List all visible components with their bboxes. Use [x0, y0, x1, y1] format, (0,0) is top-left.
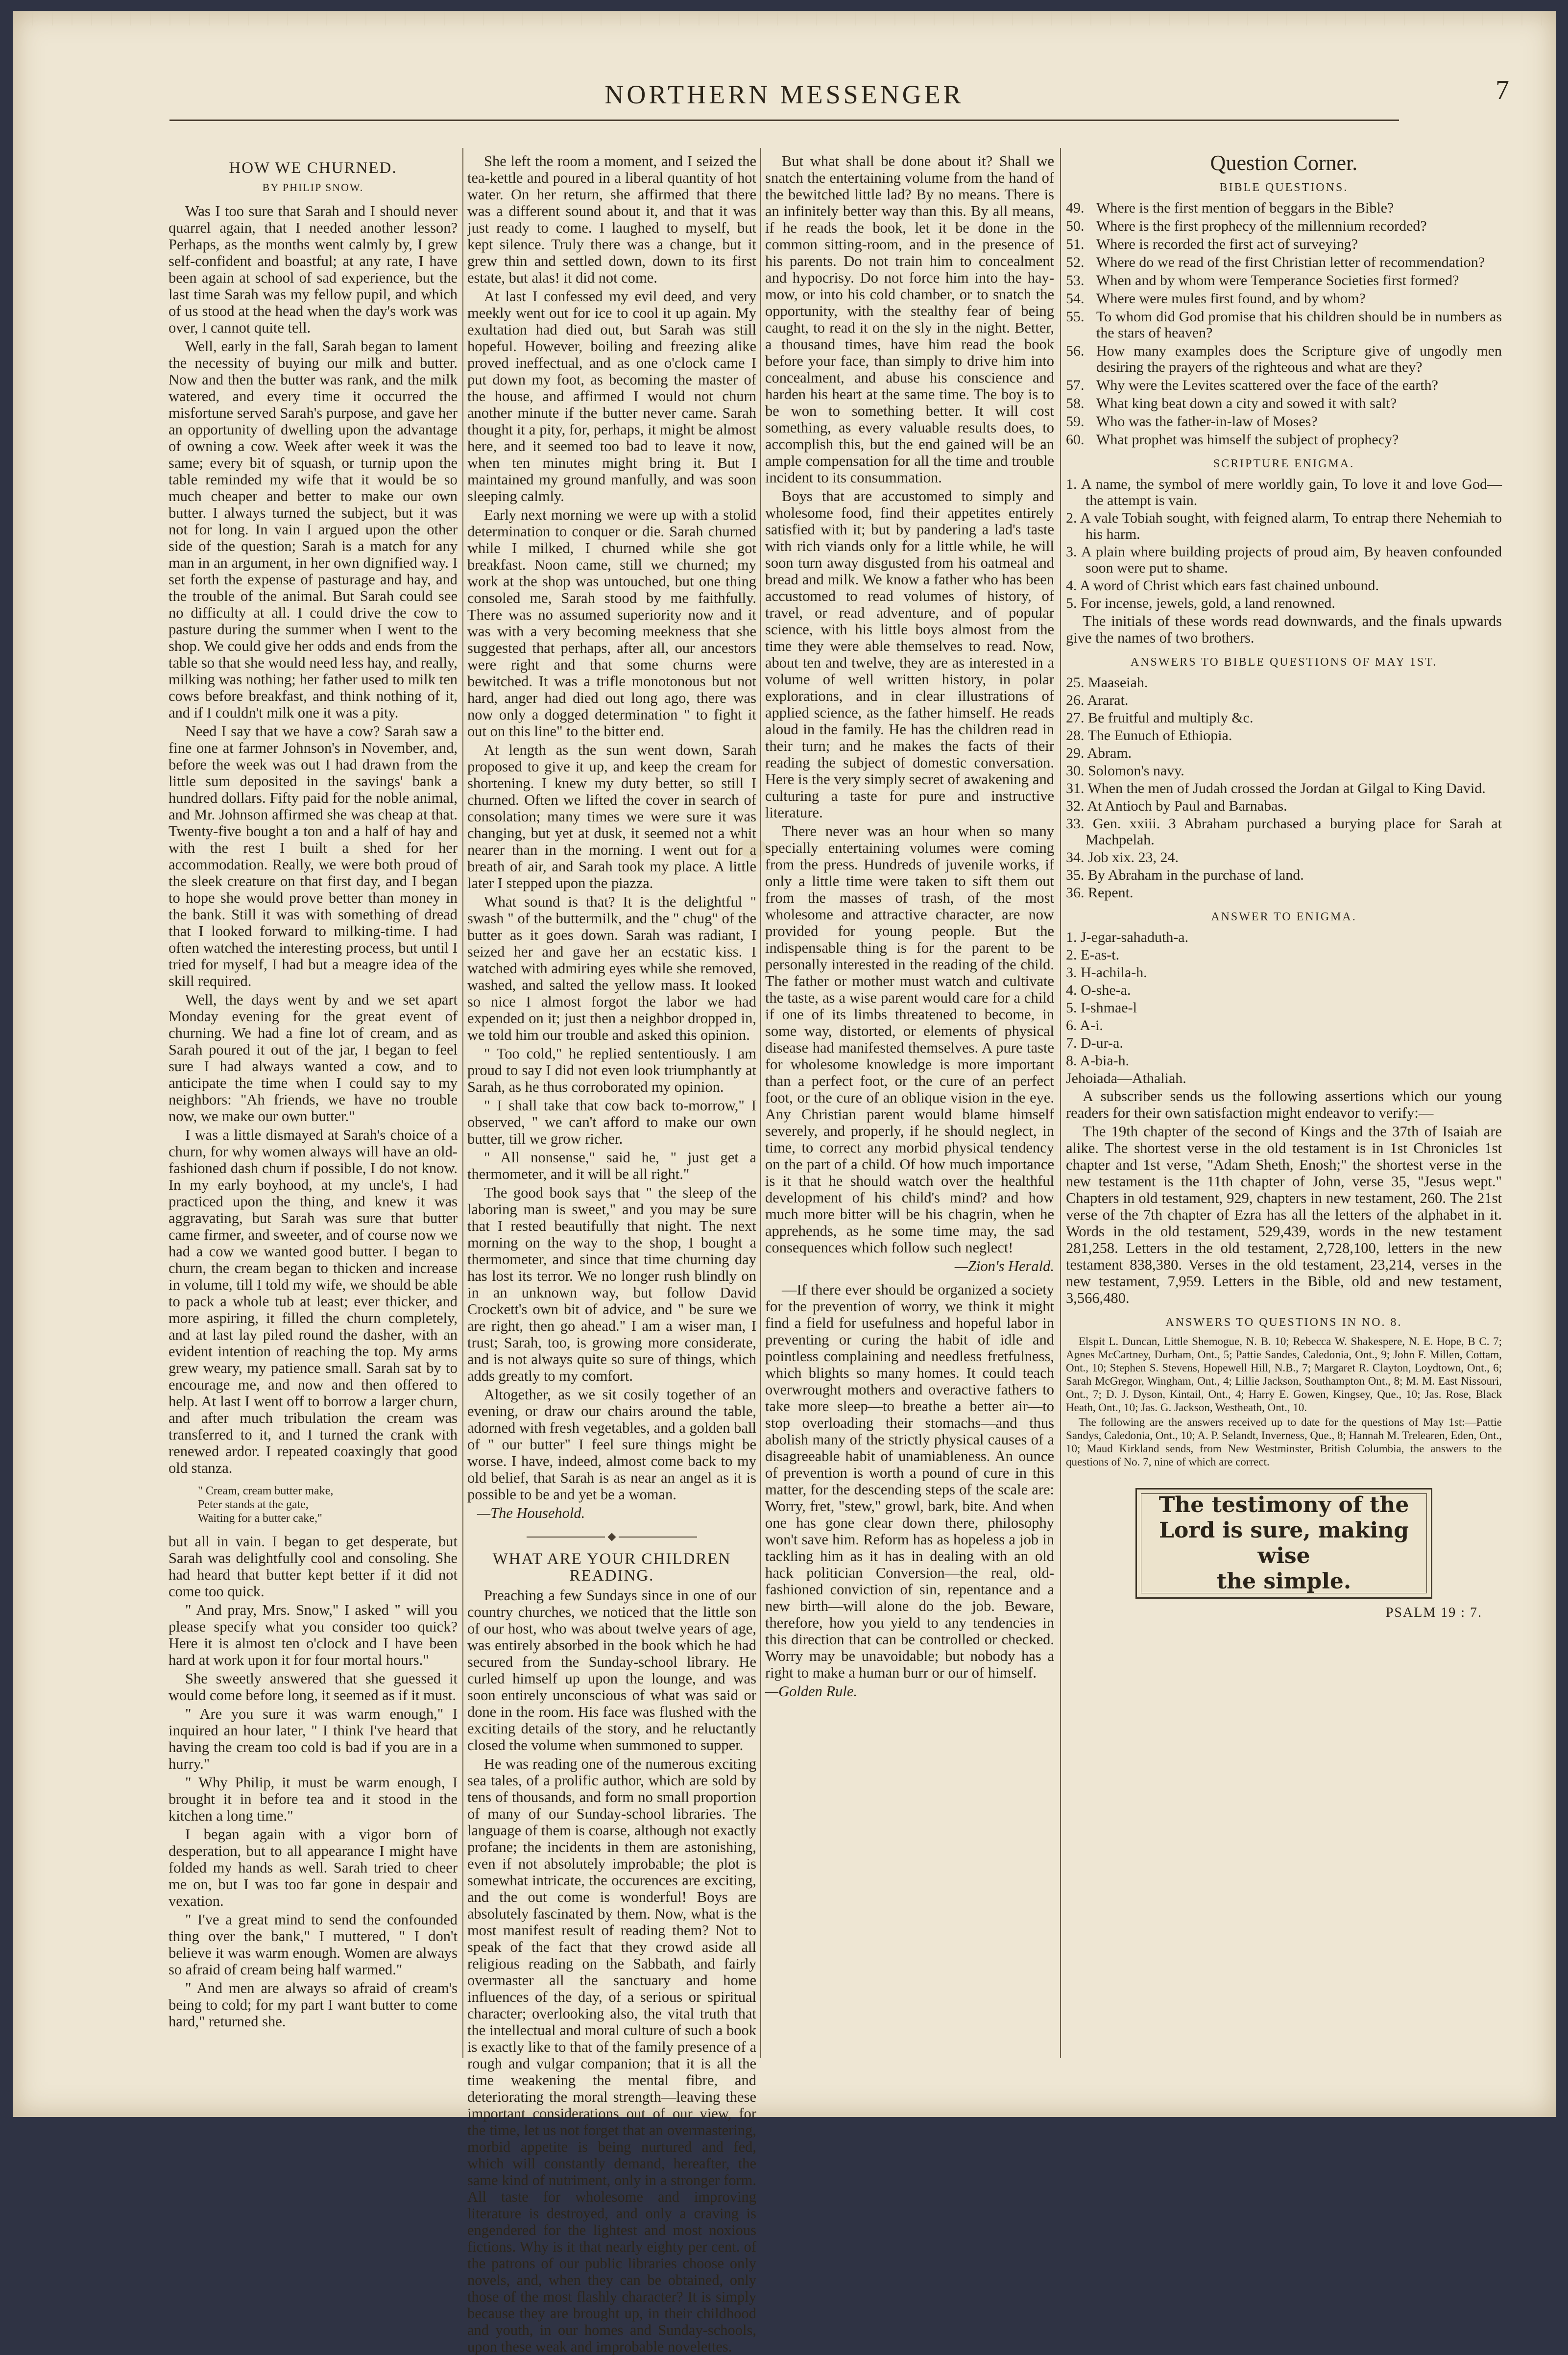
- bible-question: 52. Where do we read of the first Christian letter of recommendation?: [1066, 254, 1485, 270]
- section-heading: ANSWERS TO BIBLE QUESTIONS OF MAY 1ST.: [1130, 656, 1438, 669]
- poem-line: " Cream, cream butter make,: [198, 1485, 334, 1497]
- paragraph: There never was an hour when so many specially entertaining volumes were coming from the press. Hundreds of juvenile works, if only a little time were taken to sift them out from the masses of trash, of the most wholesome and attractive character, are now provided for young people. But the indispensable thing is for the parent to be personally interested in the reading of the child. The father or mother must watch and cultivate the taste, as a wise parent would care for a child if one of its limbs threatened to become, in some way, distorted, or elements of physical disease had manifested themselves. A pure taste for wholesome knowledge is more important than a perfect foot, or the cure of an perfect foot, or the cure of an oblique vision in the eye. Any Christian parent would blame himself severely, and properly, if he should neglect, in time, to correct any morbid physical tendency on the part of a child. Of how much importance is it that he should watch over the healthful development of his child's mind? and how much more bitter will be his chagrin, when he apprehends, as he some time may, the sad consequences which follow such neglect!: [765, 823, 1054, 1256]
- question-corner-column: [1066, 153, 1502, 2058]
- section-heading: ANSWER TO ENIGMA.: [1211, 911, 1357, 923]
- enigma-answer: 3. H-achila-h.: [1066, 964, 1147, 981]
- bible-question: 53. When and by whom were Temperance Societies first formed?: [1066, 272, 1459, 288]
- paragraph: I was a little dismayed at Sarah's choice of a churn, for why women always will have an old-fashioned dash churn if possible, I do not know. In my early boyhood, at my uncle's, I had practiced upon the thing, and knew it was aggravating, but Sarah was sure that butter came firmer, and sweeter, and of course now we had a cow we wanted good butter. I began to churn, the cream began to thicken and increase in volume, till I told my wife, we should be able to pack a whole tub at least; ever thicker, and more aspiring, it filled the churn completely, and at last lay piled round the dasher, with an evident intention of reaching the top. My arms grew weary, my patience small. Sarah sat by to encourage me, and now and then offered to help. At last I went off to borrow a larger churn, and after much tribulation the cream was transferred to it, and I turned the crank with renewed ardor. I repeated coaxingly that good old stanza.: [169, 1127, 458, 1476]
- article-title: HOW WE CHURNED.: [229, 159, 397, 177]
- bible-question: 58. What king beat down a city and sowed it with salt?: [1066, 395, 1397, 411]
- enigma-answer: 2. E-as-t.: [1066, 947, 1120, 963]
- masthead-rule: [169, 120, 1399, 121]
- paragraph: Need I say that we have a cow? Sarah saw a fine one at farmer Johnson's in November, and, before the week was out I had drawn from the little sum deposited in the savings' bank a hundred dollars. Fifty paid for the noble animal, and Mr. Johnson affirmed she was cheap at that. Twenty-five bought a ton and a half of hay and with the rest I built a shed for her accommodation. Really, we were both proud of the sleek creature on that first day, and I began to hope she would prove better than money in the bank. Still it was with something of dread that I looked forward to milking-time. I had often watched the interesting process, but until I tried for myself, I had but a meagre idea of the skill required.: [169, 723, 458, 989]
- section-heading: SCRIPTURE ENIGMA.: [1213, 457, 1355, 470]
- question-corner-title: Question Corner.: [1210, 151, 1358, 175]
- paragraph: Well, early in the fall, Sarah began to lament the necessity of buying our milk and butter. Now and then the butter was rank, and the milk watered, and every time it occurred the misfortune served Sarah's purpose, and gave her an opportunity of dwelling upon the advantage of owning a cow. Week after week it was the same; every bit of squash, or turnip upon the table reminded my wife that it would be so much cheaper and better to make our own butter. I always turned the subject, but it was not for long. In vain I argued upon the other side of the question; Sarah is a match for any man in an argument, in her own dignified way. I set forth the expense of pasturage and hay, and the trouble of the animal. But Sarah could see no difficulty at all. I could drive the cow to pasture during the summer when I went to the shop. We could give her odds and ends from the table so that she would need less hay, and really, milking was nothing; her father used to milk ten cows before breakfast, and think nothing of it, and if I couldn't milk one it was a pity.: [169, 338, 458, 721]
- paragraph: " And pray, Mrs. Snow," I asked " will you please specify what you consider too quick? Here it is almost ten o'clock and I have been hard at work upon it for four mortal hours.": [169, 1602, 458, 1668]
- subscriber-intro: A subscriber sends us the following assertions which our young readers for their own satisfaction might endeavor to verify:—: [1066, 1088, 1502, 1121]
- enigma-line: 5. For incense, jewels, gold, a land renowned.: [1066, 595, 1335, 611]
- enigma-line: 4. A word of Christ which ears fast chained unbound.: [1066, 577, 1379, 594]
- paragraph: " All nonsense," said he, " just get a thermometer, and it will be all right.": [467, 1149, 756, 1182]
- enigma-answer: Jehoiada—Athaliah.: [1066, 1070, 1186, 1086]
- poem-line: Peter stands at the gate,: [198, 1498, 309, 1511]
- bible-question: 55. To whom did God promise that his children should be in numbers as the stars of heaven?: [1066, 309, 1502, 341]
- masthead: [13, 65, 1556, 123]
- answer-item: 25. Maaseiah.: [1066, 674, 1148, 691]
- enigma-answer: 6. A-i.: [1066, 1017, 1103, 1033]
- column-rule: [760, 148, 761, 2058]
- enigma-answer: 4. O-she-a.: [1066, 982, 1131, 998]
- section-separator: [467, 1527, 756, 1544]
- answer-item: 31. When the men of Judah crossed the Jordan at Gilgal to King David.: [1066, 780, 1486, 796]
- enigma-line: 2. A vale Tobiah sought, with feigned alarm, To entrap there Nehemiah to his harm.: [1066, 510, 1502, 542]
- column-3: [765, 153, 1054, 2058]
- poem-line: Waiting for a butter cake,": [198, 1512, 322, 1525]
- paragraph: " Are you sure it was warm enough," I inquired an hour later, " I think I've heard that having the cream too cold is bad if you are in a hurry.": [169, 1706, 458, 1772]
- article-title: WHAT ARE YOUR CHILDREN READING.: [492, 1550, 731, 1585]
- enigma-answer: 8. A-bia-h.: [1066, 1053, 1130, 1069]
- paragraph: " Too cold," he replied sententiously. I am proud to say I did not even look triumphantly at Sarah, as he thus corroborated my opinion.: [467, 1045, 756, 1095]
- enigma-answer: 5. I-shmae-l: [1066, 1000, 1137, 1016]
- article-source: —The Household.: [477, 1505, 585, 1521]
- bible-question: 56. How many examples does the Scripture give of ungodly men desiring the prayers of the righteous and what are they?: [1066, 343, 1502, 375]
- paragraph: I began again with a vigor born of desperation, but to all appearance I might have folded my hands as well. Sarah tried to cheer me on, but I was too far gone in despair and vexation.: [169, 1826, 458, 1909]
- newspaper-title: NORTHERN MESSENGER: [604, 80, 964, 109]
- enigma-line: 3. A plain where building projects of proud aim, By heaven confounded soon were put to shame.: [1066, 544, 1502, 576]
- answer-item: 27. Be fruitful and multiply &c.: [1066, 710, 1254, 726]
- column-1: [169, 153, 458, 2058]
- answers-list: Elspit L. Duncan, Little Shemogue, N. B. 10; Rebecca W. Shakespere, N. E. Hope, B C. 7; Agnes McCartney, Durham, Ont., 5; Pattie Sandes, Caledonia, Ont., 9; John F. Millen, Cottam, Ont., 10; Stephen S. Stevens, Hopewell Hill, N.B., 7; Margaret R. Clayton, Loydtown, Ont., 6; Sarah McGregor, Wingham, Ont., 4; Lillie Jackson, Southampton Ont., 8; M. M. East Nissouri, Ont., 7; D. J. Dyson, Kintail, Ont., 4; Harry E. Gowen, Kingsey, Que., 10; Jas. Rose, Black Heath, Ont., 10; Jas. G. Jackson, Westheath, Ont., 10.: [1066, 1335, 1502, 1414]
- enigma-answer: 1. J-egar-sahaduth-a.: [1066, 929, 1189, 945]
- bible-question: 50. Where is the first prophecy of the millennium recorded?: [1066, 218, 1427, 234]
- answer-item: 30. Solomon's navy.: [1066, 763, 1184, 779]
- answer-item: 33. Gen. xxiii. 3 Abraham purchased a burying place for Sarah at Machpelah.: [1066, 816, 1502, 848]
- bible-question: 59. Who was the father-in-law of Moses?: [1066, 413, 1318, 430]
- paragraph: What sound is that? It is the delightful " swash " of the buttermilk, and the " chug" of the butter as it goes down. Sarah was radiant, I seized her and gave her an ecstatic kiss. I watched with admiring eyes while she removed, washed, and salted the yellow mass. It looked so nice I almost forgot the labor we had expended on it; just then a neighbor dropped in, we told him our trouble and asked this opinion.: [467, 893, 756, 1043]
- answers-list: The following are the answers received up to date for the questions of May 1st:—Pattie Sandys, Caledonia, Ont., 10; A. P. Selandt, Inverness, Que., 8; Hannah M. Trelearen, Eden, Ont., 10; Maud Kirkland sends, from New Westminster, British Columbia, the answers to the questions of No. 7, nine of which are correct.: [1066, 1416, 1502, 1468]
- paragraph: " I shall take that cow back to-morrow," I observed, " we can't afford to make our own butter, till we grow richer.: [467, 1097, 756, 1147]
- bible-question: 54. Where were mules first found, and by whom?: [1066, 290, 1366, 307]
- paragraph: Preaching a few Sundays since in one of our country churches, we noticed that the little son of our host, who was about twelve years of age, was entirely absorbed in the book which he had secured from the Sunday-school library. He curled himself up upon the lounge, and was soon entirely unconscious of what was said or done in the room. His face was flushed with the exciting details of the story, and he reluctantly closed the volume when summoned to supper.: [467, 1587, 756, 1754]
- scan-edge: [13, 11, 1556, 25]
- article-source: —Golden Rule.: [765, 1683, 858, 1700]
- paragraph: At length as the sun went down, Sarah proposed to give it up, and keep the cream for shortening. I knew my duty better, so still I churned. Often we lifted the cover in search of consolation; many times we were sure it was changing, but yet at dusk, it seemed not a whit nearer than in the morning. I went out for a breath of air, and Sarah took my place. A little later I stepped upon the piazza.: [467, 742, 756, 891]
- answer-item: 32. At Antioch by Paul and Barnabas.: [1066, 798, 1287, 814]
- poem: [198, 1484, 458, 1525]
- bible-question: 51. Where is recorded the first act of surveying?: [1066, 236, 1358, 252]
- answer-item: 29. Abram.: [1066, 745, 1132, 761]
- paragraph: Was I too sure that Sarah and I should never quarrel again, that I needed another lesson? Perhaps, as the months went calmly by, I grew self-confident and boastful; at any rate, I have been again at school of sad experience, but the last time Sarah was my fellow pupil, and which of us stood at the head when the day's work was over, I cannot quite tell.: [169, 203, 458, 336]
- answer-item: 26. Ararat.: [1066, 692, 1129, 708]
- answer-item: 34. Job xix. 23, 24.: [1066, 849, 1179, 865]
- motto-line: The testimony of the: [1158, 1492, 1409, 1517]
- paragraph: She left the room a moment, and I seized the tea-kettle and poured in a liberal quantity of hot water. On her return, she affirmed that there was a different sound about it, and that it was just ready to come. I laughed to myself, but kept silence. Truly there was a change, but it grew thin and settled down, down to its first estate, but alas! it did not come.: [467, 153, 756, 286]
- paragraph: Altogether, as we sit cosily together of an evening, or draw our chairs around the table, adorned with fresh vegetables, and a golden ball of " our butter" I feel sure things might be worse. I have, indeed, almost come back to my old belief, that Sarah is as near an angel as it is possible to be and yet be a woman.: [467, 1386, 756, 1503]
- paragraph: He was reading one of the numerous exciting sea tales, of a prolific author, which are sold by tens of thousands, and form no small proportion of many of our Sunday-school libraries. The language of them is coarse, although not exactly profane; the incidents in them are astonishing, even if not absolutely improbable; the plot is somewhat intricate, the occurences are exciting, and the out come is wonderful! Boys are absolutely fascinated by them. Now, what is the most manifest result of reading them? Not to speak of the fact that they crowd aside all religious reading on the Sabbath, and fairly overmaster all the sanctuary and home influences of the day, of a serious or spiritual character; overlooking also, the vital truth that the intellectual and moral culture of such a book is exactly like to that of the family presence of a rough and vulgar companion; that it is all the time weakening the mental fibre, and deteriorating the moral strength—leaving these important considerations out of our view, for the time, let us not forget that an overmastering, morbid appetite is being nurtured and fed, which will constantly demand, hereafter, the same kind of nutriment, only in a stronger form. All taste for wholesome and improving literature is destroyed, and only a craving is engendered for the lightest and most noxious fictions. Why is it that nearly eighty per cent. of the patrons of our public libraries choose only novels, and, when they can be obtained, only those of the most flashly character? It is simply because they are brought up, in their childhood and youth, in our homes and Sunday-schools, upon these weak and improbable novelettes.: [467, 1755, 756, 2355]
- answer-item: 36. Repent.: [1066, 885, 1134, 901]
- enigma-line: 1. A name, the symbol of mere worldly gain, To love it and love God—the attempt is vain.: [1066, 476, 1502, 508]
- paragraph: At last I confessed my evil deed, and very meekly went out for ice to cool it up again. My exultation had died out, but Sarah was still hopeful. However, boiling and freezing alike proved ineffectual, and as one o'clock came I put down my foot, as becoming the master of the house, and affirmed I would not churn another minute if the butter never came. Sarah thought it a pity, for, perhaps, it might be almost here, and it seemed too bad to leave it now, when ten minutes might bring it. But I maintained my ground manfully, and was soon sleeping calmly.: [467, 288, 756, 505]
- paragraph: Well, the days went by and we set apart Monday evening for the great event of churning. We had a fine lot of cream, and as Sarah poured it out of the jar, I began to feel sure I had always wanted a cow, and to anticipate the time when I could say to my neighbors: "Ah friends, we have no trouble now, we make our own butter.": [169, 991, 458, 1125]
- enigma-note: The initials of these words read downwards, and the finals upwards give the names of two brothers.: [1066, 613, 1502, 646]
- motto-line: Lord is sure, making wise: [1159, 1518, 1409, 1568]
- scripture-motto-box: [1135, 1488, 1432, 1599]
- answer-item: 35. By Abraham in the purchase of land.: [1066, 867, 1304, 883]
- paragraph: She sweetly answered that she guessed it would come before long, it seemed as if it must.: [169, 1670, 458, 1704]
- bible-question: 49. Where is the first mention of beggars in the Bible?: [1066, 200, 1394, 216]
- paragraph: " I've a great mind to send the confounded thing over the bank," I muttered, " I don't believe it was warm enough. Women are always so afraid of cream being half warmed.": [169, 1911, 458, 1978]
- paragraph: Boys that are accustomed to simply and wholesome food, find their appetites entirely satisfied with it; but by pandering a lad's taste with rich viands only for a little while, he will soon turn away disgusted from his oatmeal and bread and milk. We know a father who has been accustomed to read volumes of history, of travel, or read adventure, and of popular science, with his little boys almost from the time they were able themselves to read. Now, about ten and twelve, they are as interested in a volume of well written history, in polar explorations, and in clear illustrations of applied science, as the father himself. He reads aloud in the family. He has the children read in their turn; and he makes the facts of their reading the subject of domestic conversation. Here is the very simply secret of awakening and culturing a taste for pure and instructive literature.: [765, 488, 1054, 821]
- paragraph: —If there ever should be organized a society for the prevention of worry, we think it might find a field for usefulness and hopeful labor in preventing or curing the habit of idle and pointless complaining and needless fretfulness, which blights so many homes. It could teach overwrought mothers and overactive fathers to take more sleep—to breathe a better air—to stop overloading their stomachs—and thus abolish many of the strictly physical causes of a disagreeable habit of unamiableness. An ounce of prevention is worth a pound of cure in this matter, for the descending steps of the scale are: Worry, fret, "stew," growl, bark, bite. And when one has gone clear down there, philosophy won't save him. Reform has as hopeless a job in tackling him as it has in dealing with an old hack politician Conversion—the real, old-fashioned conviction of sin, repentance and a new birth—will alone do the job. Beware, therefore, how you yield to any tendencies in this direction that can be controlled or checked. Worry may be unavoidable; but nobody has a right to make a human burr or our of himself.: [765, 1281, 1054, 1681]
- article-byline: BY PHILIP SNOW.: [262, 181, 364, 193]
- column-rule: [462, 148, 463, 2058]
- subscriber-text: The 19th chapter of the second of Kings and the 37th of Isaiah are alike. The shortest verse in the old testament is in 1st Chronicles 1st chapter and 1st verse, "Adam Sheth, Enosh;" the shortest verse in the new testament is the 11th chapter of John, verse 35, "Jesus wept." Chapters in old testament, 929, chapters in new testament, 260. The 21st verse of the 7th chapter of Ezra has all the letters of the alphabet in it. Words in the old testament, 529,439, words in the new testament 281,258. Letters in the old testament, 2,728,100, letters in the new testament 838,380. Verses in the old testament, 23,214, verses in the new testament, 7,959. Letters in the Bible, old and new testament, 3,566,480.: [1066, 1123, 1502, 1306]
- motto-line: the simple.: [1216, 1569, 1351, 1594]
- column-2: [467, 153, 756, 2355]
- answer-item: 28. The Eunuch of Ethiopia.: [1066, 727, 1232, 744]
- paragraph: " And men are always so afraid of cream's being to cold; for my part I want butter to come hard," returned she.: [169, 1980, 458, 2030]
- paragraph: The good book says that " the sleep of the laboring man is sweet," and you may be sure that I rested beautifully that night. The next morning on the way to the shop, I bought a thermometer, and since that time churning day has lost its terror. We no longer rush blindly on in an unknown way, but follow David Crockett's own bit of advice, and " be sure we are right, then go ahead." I am a wiser man, I trust; Sarah, too, is growing more considerate, and is not always quite so sure of things, which adds greatly to my comfort.: [467, 1184, 756, 1384]
- paragraph: but all in vain. I began to get desperate, but Sarah was delightfully cool and consoling. She had heard that butter kept better if it did not come too quick.: [169, 1533, 458, 1600]
- paragraph: But what shall be done about it? Shall we snatch the entertaining volume from the hand of the bewitched little lad? By no means. There is an infinitely better way than this. By all means, if he reads the book, let it be done in the common sitting-room, and in the presence of his parents. Do not train him to concealment and hypocrisy. Do not force him into the hay-mow, or into his cold chamber, or to snatch the opportunity, with the stealthy fear of being caught, to read it on the sly in the night. Better, a thousand times, have him read the book before your face, than simply to drive him into concealment, and abuse his conscience and harden his heart at the same time. The boy is to be won to something better. It will cost something, as every valuable results does, to accomplish this, but the end gained will be an ample compensation for all the time and trouble incident to its consummation.: [765, 153, 1054, 486]
- answers-received: [1066, 1335, 1502, 1468]
- section-heading: ANSWERS TO QUESTIONS IN NO. 8.: [1165, 1316, 1402, 1329]
- motto-reference: PSALM 19 : 7.: [1385, 1605, 1482, 1620]
- bible-question: 60. What prophet was himself the subject of prophecy?: [1066, 432, 1399, 448]
- section-heading: BIBLE QUESTIONS.: [1219, 181, 1349, 194]
- enigma-answer: 7. D-ur-a.: [1066, 1035, 1123, 1051]
- column-rule: [1060, 148, 1061, 2058]
- bible-question: 57. Why were the Levites scattered over the face of the earth?: [1066, 377, 1438, 393]
- newspaper-page: [13, 11, 1556, 2355]
- paragraph: Early next morning we were up with a stolid determination to conquer or die. Sarah churned while I milked, I churned while she got breakfast. Noon came, still we churned; my work at the shop was untouched, but one thing consoled me, Sarah stood by me faithfully. There was no assumed superiority now and it was with a very becoming meekness that she suggested that perhaps, after all, our ancestors were right and that some churns were bewitched. It was a trifle monotonous but not hard, anger had died out long ago, there was now only a dogged determination " to fight it out on this line" to the bitter end.: [467, 506, 756, 740]
- page-number: 7: [1496, 75, 1509, 105]
- paragraph: " Why Philip, it must be warm enough, I brought it in before tea and it stood in the kitchen a long time.": [169, 1774, 458, 1824]
- article-source: —Zion's Herald.: [954, 1258, 1054, 1274]
- motto-text: [1137, 1492, 1431, 1594]
